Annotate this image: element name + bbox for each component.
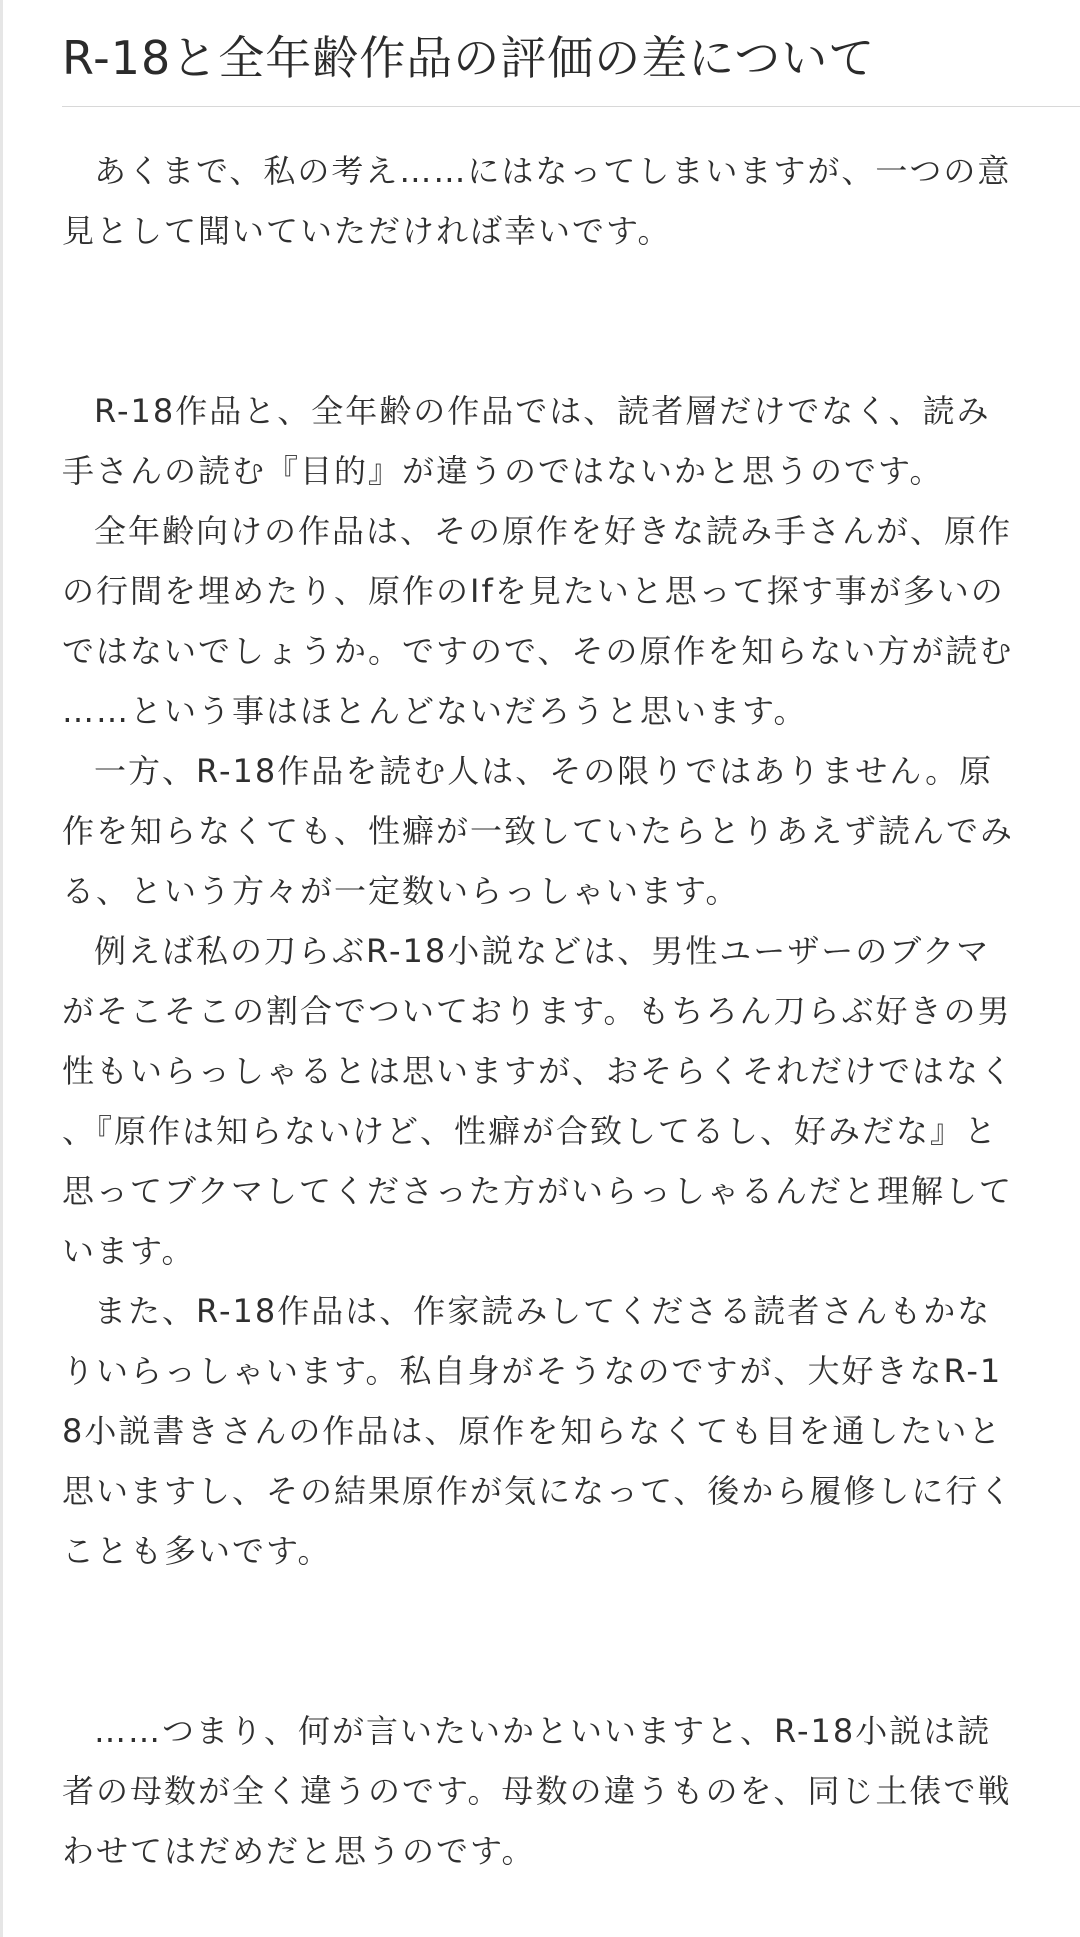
paragraph-all-ages: 全年齢向けの作品は、その原作を好きな読み手さんが、原作の行間を埋めたり、原作のIfを見たいと思って探す事が多いのではないでしょうか。ですので、その原作を知らない方が読む……という事はほとんどないだろうと思います。 [62, 512, 1014, 730]
paragraph-author-readers: また、R-18作品は、作家読みしてくださる読者さんもかなりいらっしゃいます。私自身がそうなのですが、大好きなR-18小説書きさんの作品は、原作を知らなくても目を通したいと思いますし、その結果原作が気になって、後から履修しに行くことも多いです。 [62, 1292, 1014, 1570]
paragraph-reader-purpose: R-18作品と、全年齢の作品では、読者層だけでなく、読み手さんの読む『目的』が違うのではないかと思うのです。 [62, 392, 991, 490]
paragraph-r18-readers: 一方、R-18作品を読む人は、その限りではありません。原作を知らなくても、性癖が一致していたらとりあえず読んでみる、という方々が一定数いらっしゃいます。 [62, 752, 1015, 910]
paragraph-example: 例えば私の刀らぶR-18小説などは、男性ユーザーのブクマがそこそこの割合でついております。もちろん刀らぶ好きの男性もいらっしゃるとは思いますが、おそらくそれだけではなく、『原作は知らないけど、性癖が合致してるし、好みだな』と思ってブクマしてくださった方がいらっしゃるんだと理解しています。 [62, 932, 1015, 1270]
article-body [62, 141, 1022, 1881]
article-title: R-18と全年齢作品の評価の差について [62, 31, 876, 85]
article [62, 0, 1080, 1881]
paragraph-conclusion: ……つまり、何が言いたいかといいますと、R-18小説は読者の母数が全く違うのです。母数の違うものを、同じ土俵で戦わせてはだめだと思うのです。 [62, 1712, 1012, 1870]
blank-line [62, 1641, 1022, 1701]
blank-line [62, 261, 1022, 321]
blank-line [62, 1581, 1022, 1641]
title-divider [62, 106, 1080, 107]
paragraph-intro: あくまで、私の考え……にはなってしまいますが、一つの意見として聞いていただければ幸いです。 [62, 152, 1012, 250]
left-border [0, 0, 3, 1937]
blank-line [62, 321, 1022, 381]
